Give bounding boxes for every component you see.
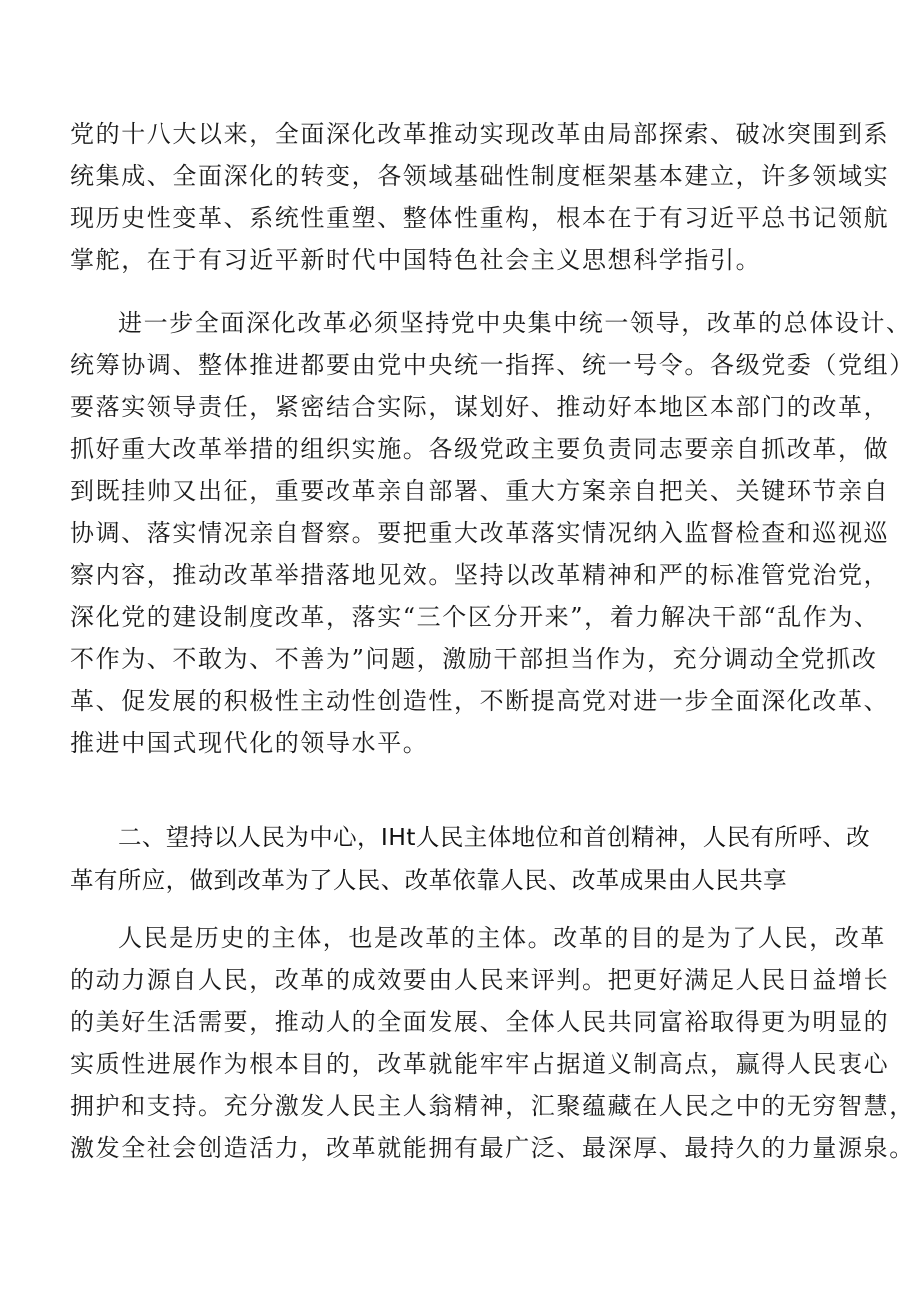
- paragraph-2-line-8: 深化党的建设制度改革，落实“三个区分开来”，着力解决干部“乱作为、: [70, 603, 880, 631]
- paragraph-3-line-5: 拥护和支持。充分激发人民主人翁精神，汇聚蕴藏在人民之中的无穷智慧，: [70, 1092, 915, 1120]
- paragraph-1-line-1: 党的十八大以来，全面深化改革推动实现改革由局部探索、破冰突围到系: [70, 120, 890, 148]
- paragraph-2-line-5: 到既挂帅又出征，重要改革亲自部署、重大方案亲自把关、关键环节亲自: [70, 477, 890, 505]
- paragraph-2-line-2: 统筹协调、整体推进都要由党中央统一指挥、统一号令。各级党委（党组）: [70, 351, 915, 379]
- paragraph-2-line-11: 推进中国式现代化的领导水平。: [70, 729, 429, 757]
- paragraph-2-line-4: 抓好重大改革举措的组织实施。各级党政主要负责同志要亲自抓改革，做: [70, 435, 890, 463]
- paragraph-2-line-3: 要落实领导责任，紧密结合实际，谋划好、推动好本地区本部门的改革，: [70, 393, 890, 421]
- paragraph-2-line-9: 不作为、不敢为、不善为”问题，激励干部担当作为，充分调动全党抓改: [70, 645, 878, 673]
- section-heading-line-1: 二、望持以人民为中心，IHt人民主体地位和首创精神，人民有所呼、改: [118, 823, 871, 851]
- paragraph-3-line-4: 实质性进展作为根本目的，改革就能牢牢占据道义制高点，赢得人民衷心: [70, 1050, 890, 1078]
- paragraph-3-line-2: 的动力源自人民，改革的成效要由人民来评判。把更好满足人民日益增长: [70, 966, 890, 994]
- paragraph-1-line-4: 掌舵，在于有习近平新时代中国特色社会主义思想科学指引。: [70, 246, 762, 274]
- paragraph-2-line-1: 进一步全面深化改革必须坚持党中央集中统一领导，改革的总体设计、: [118, 309, 912, 337]
- paragraph-1-line-2: 统集成、全面深化的转变，各领域基础性制度框架基本建立，许多领域实: [70, 162, 890, 190]
- paragraph-2-line-7: 察内容，推动改革举措落地见效。坚持以改革精神和严的标准管党治党，: [70, 561, 890, 589]
- paragraph-3-line-6: 激发全社会创造活力，改革就能拥有最广泛、最深厚、最持久的力量源泉。: [70, 1134, 915, 1162]
- paragraph-1-line-3: 现历史性变革、系统性重塑、整体性重构，根本在于有习近平总书记领航: [70, 204, 890, 232]
- section-heading-line-2: 革有所应，做到改革为了人民、改革依靠人民、改革成果由人民共享: [70, 866, 787, 894]
- paragraph-3-line-3: 的美好生活需要，推动人的全面发展、全体人民共同富裕取得更为明显的: [70, 1008, 890, 1036]
- paragraph-2-line-10: 革、促发展的积极性主动性创造性，不断提高党对进一步全面深化改革、: [70, 687, 890, 715]
- paragraph-3-line-1: 人民是历史的主体，也是改革的主体。改革的目的是为了人民，改革: [118, 924, 886, 952]
- paragraph-2-line-6: 协调、落实情况亲自督察。要把重大改革落实情况纳入监督检查和巡视巡: [70, 519, 890, 547]
